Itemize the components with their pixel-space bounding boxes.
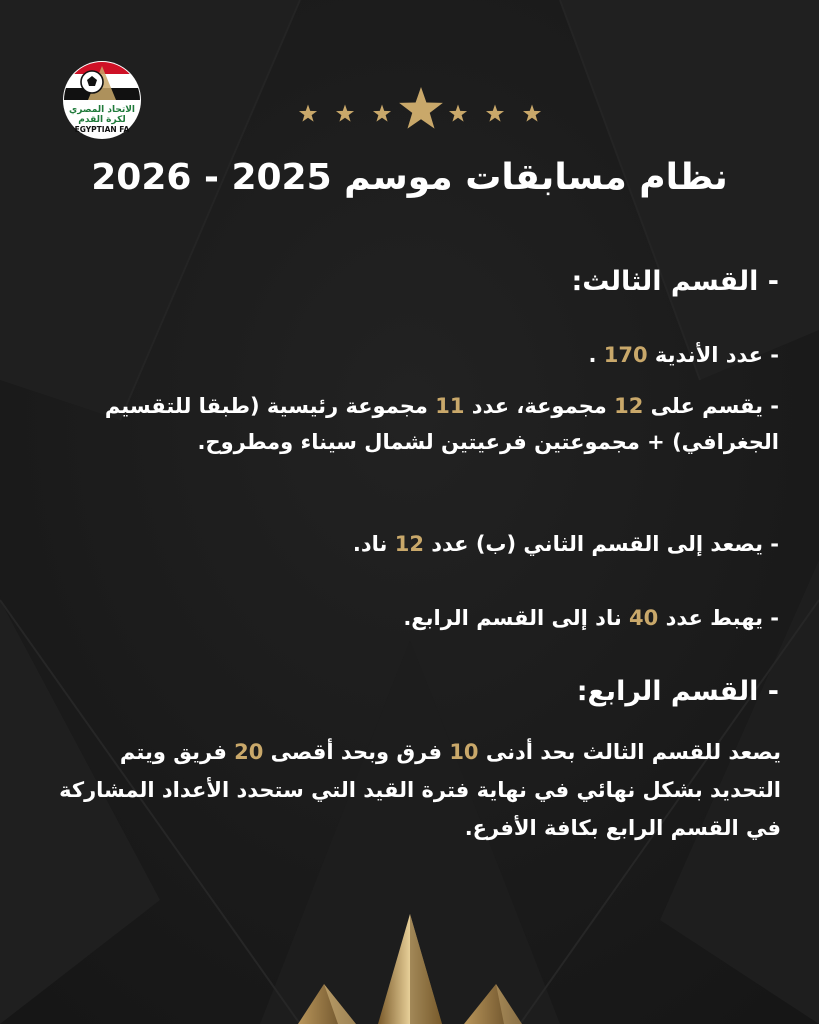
division3-promotion [79, 526, 779, 562]
page-title: نظام مسابقات موسم 2025 - 2026 [91, 157, 728, 198]
promotion-text-b: ناد. [352, 532, 395, 556]
division3-heading-text: - القسم الثالث: [571, 266, 779, 297]
clubs-text-b: . [588, 343, 604, 367]
division4-heading [79, 672, 779, 712]
groups-text-c: مجموعة رئيسية (طبقا للتقسيم الجغرافي) + مجموعتين فرعيتين لشمال سيناء ومطروح. [104, 394, 779, 454]
logo-arabic-line1: الاتحاد المصري [69, 105, 135, 115]
division4-text-a: يصعد للقسم الثالث بحد أدنى [478, 740, 781, 764]
division4-text-b: فرق وبحد أقصى [263, 740, 450, 764]
division4-heading-text: - القسم الرابع: [576, 676, 779, 707]
relegation-text-a: - يهبط عدد [658, 606, 779, 630]
main-groups-number: 11 [435, 394, 465, 418]
clubs-text-a: - عدد الأندية [647, 343, 779, 367]
groups-number: 12 [614, 394, 644, 418]
division4-max-number: 20 [234, 740, 264, 764]
groups-text-b: مجموعة، عدد [464, 394, 615, 418]
division4-body [51, 733, 781, 847]
egyptian-fa-logo [62, 60, 142, 140]
relegation-text-b: ناد إلى القسم الرابع. [403, 606, 630, 630]
division3-relegation [79, 600, 779, 636]
division3-heading [79, 262, 779, 302]
division4-min-number: 10 [449, 740, 479, 764]
logo-english-text: EGYPTIAN FA [74, 125, 130, 134]
division3-groups [79, 388, 779, 460]
promotion-text-a: - يصعد إلى القسم الثاني (ب) عدد [423, 532, 779, 556]
groups-text-a: - يقسم على [643, 394, 779, 418]
division4-text-c: فريق ويتم التحديد بشكل نهائي في نهاية فترة القيد التي ستحدد الأعداد المشاركة في القسم الرابع بكافة الأفرع. [59, 740, 781, 840]
relegation-number: 40 [629, 606, 659, 630]
stars-icon [290, 84, 546, 136]
logo-arabic-line2: لكرة القدم [78, 115, 126, 125]
clubs-number: 170 [603, 343, 648, 367]
gold-crown-icon [290, 910, 530, 1024]
promotion-number: 12 [394, 532, 424, 556]
division3-clubs-count [79, 337, 779, 373]
